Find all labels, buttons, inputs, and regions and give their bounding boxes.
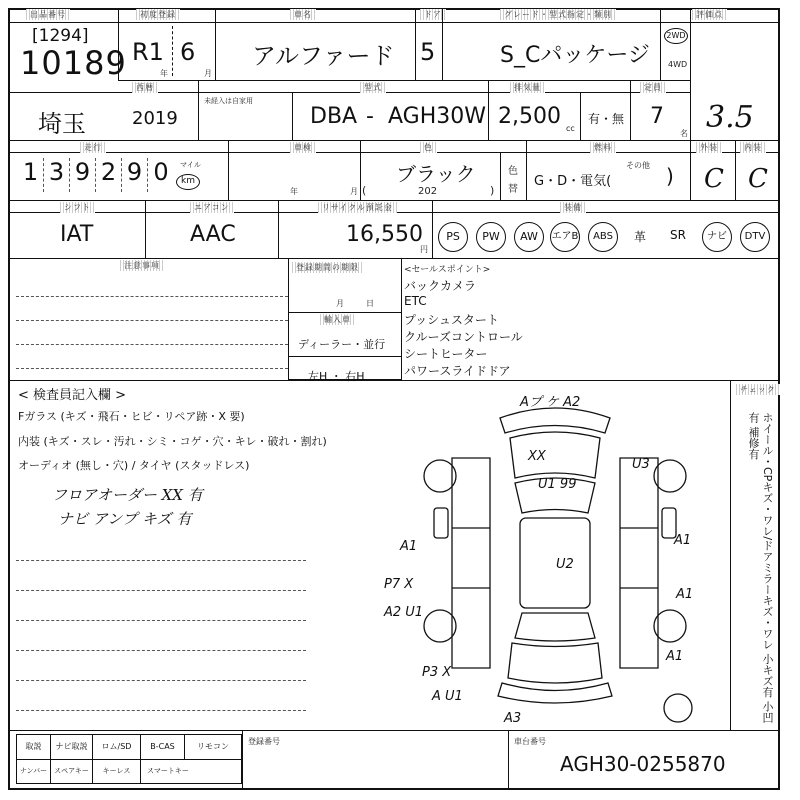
row-divider	[8, 152, 780, 153]
door-count: 5	[420, 38, 436, 66]
check-label: チェック	[736, 384, 780, 395]
col-divider	[198, 80, 199, 140]
displacement-label: 排気量	[510, 82, 545, 93]
col-divider	[660, 8, 661, 80]
ac-label: エアコン	[190, 202, 234, 213]
sales-point: シートヒーター	[404, 347, 488, 361]
fuel-close: )	[666, 164, 674, 188]
drive-4wd: 4WD	[668, 60, 688, 69]
shaken-month-unit: 月	[350, 187, 358, 196]
shift-label: シフト	[60, 202, 95, 213]
accessory-cell: 取説	[17, 735, 51, 759]
damage-mark: U2	[556, 557, 574, 572]
row-divider	[8, 92, 690, 93]
sales-points-label: <セールスポイント>	[404, 265, 491, 275]
equip-navi: ナビ	[702, 222, 732, 252]
note-line	[16, 620, 306, 621]
col-divider	[278, 200, 279, 258]
mileage-digit: 9	[122, 158, 148, 192]
row-divider	[8, 22, 780, 23]
col-divider	[580, 92, 581, 140]
year-month-divider	[172, 26, 173, 76]
col-divider	[690, 140, 691, 200]
col-divider	[145, 200, 146, 258]
car-name: アルファード	[252, 42, 395, 70]
accessory-cell: ナンバー	[17, 760, 51, 784]
lot-number: 10189	[20, 44, 127, 82]
wheel-rear-left	[424, 610, 456, 642]
equip-pw: PW	[476, 222, 506, 252]
era-year: R1	[132, 38, 164, 66]
col-divider	[415, 8, 416, 80]
front-bumper	[500, 408, 610, 433]
fuel-options: G・D・電気(	[534, 174, 612, 189]
mirror-left	[434, 508, 448, 538]
col-divider	[526, 140, 527, 200]
col-divider	[242, 730, 243, 790]
color-label: 色	[420, 142, 437, 153]
wheel-rear-right	[654, 610, 686, 642]
inspector-audio-tire: オーディオ (無し・穴) / タイヤ (スタッドレス)	[18, 459, 250, 472]
col-divider	[630, 80, 631, 140]
col-divider	[500, 152, 501, 200]
accessory-cell: スマートキー	[147, 767, 189, 775]
km-unit-circle: km	[176, 174, 200, 190]
year-unit: 年	[160, 69, 168, 78]
capacity-label: 定員	[640, 82, 666, 93]
damage-mark: A2 U1	[384, 605, 424, 620]
row-divider	[288, 356, 402, 357]
equip-leather: 革	[634, 230, 647, 244]
model-code: AGH30W	[388, 104, 487, 129]
equipment-list	[434, 214, 780, 258]
col-divider	[215, 8, 216, 80]
doors-label: ドア	[420, 9, 446, 20]
car-diagram	[370, 388, 730, 730]
mileage-digit: 0	[153, 158, 169, 186]
cc-unit: cc	[566, 124, 575, 133]
row-divider	[8, 200, 780, 201]
registration-day: 日	[366, 299, 374, 308]
inspector-note-2: ナビ アンプ キズ 有	[58, 510, 192, 528]
lot-bracket: [1294]	[32, 26, 89, 46]
first-reg-month: 6	[180, 38, 196, 66]
damage-mark: XX	[528, 449, 546, 464]
steering-side: 左H ・ 右H	[308, 370, 365, 383]
equip-airbag: エアB	[550, 222, 580, 252]
inspector-title: < 検査員記入欄 >	[18, 388, 127, 403]
col-divider	[432, 200, 433, 258]
recycle-fee: 16,550	[346, 222, 423, 247]
accessory-cell: リモコン	[197, 742, 229, 751]
chassis-number: AGH30-0255870	[560, 752, 726, 776]
wheel-front-right	[654, 460, 686, 492]
col-divider	[228, 140, 229, 200]
damage-mark: A U1	[432, 689, 463, 704]
capacity: 7	[650, 104, 664, 129]
displacement: 2,500	[498, 104, 561, 129]
sales-point: バックカメラ	[404, 279, 477, 293]
rear-hatch	[508, 643, 602, 683]
note-line	[16, 650, 306, 651]
note-line	[16, 320, 288, 321]
inspector-interior: 内装 (キズ・スレ・汚れ・シミ・コゲ・穴・キレ・破れ・割れ)	[18, 435, 327, 448]
lot-number-label: 出品番号	[26, 9, 70, 20]
note-line	[16, 344, 288, 345]
score-handwritten: 3.5	[706, 100, 754, 135]
attention-label: 注意事項	[120, 260, 164, 271]
damage-mark: P3 X	[422, 665, 452, 680]
model-year: 2019	[132, 108, 178, 129]
wheel-front-left	[424, 460, 456, 492]
shaken-label: 車検	[290, 142, 316, 153]
grade-label: グレード・型式指定・類別	[500, 9, 616, 20]
yen-unit: 円	[420, 245, 428, 254]
chassis-label: 車台番号	[514, 737, 546, 746]
mileage-digit: 2	[96, 158, 122, 192]
exterior-grade: C	[704, 164, 724, 194]
grade: S_Cパッケージ	[500, 43, 650, 68]
right-side	[620, 458, 658, 668]
equipment-label: 装備	[560, 202, 586, 213]
note-line	[16, 680, 306, 681]
row-divider	[8, 380, 780, 381]
col-divider	[508, 730, 509, 790]
color-code: 202	[418, 186, 438, 197]
mileage-digits	[18, 158, 178, 192]
fuel-other: その他	[626, 161, 650, 170]
month-unit: 月	[204, 69, 212, 78]
exterior-label: 外装	[696, 142, 722, 153]
note-line	[16, 368, 288, 369]
note-line	[16, 560, 306, 561]
col-divider	[690, 8, 691, 140]
equip-sunroof: SR	[670, 228, 686, 242]
note-line	[16, 710, 306, 711]
accessory-cell: B-CAS	[141, 735, 185, 759]
car-name-label: 車名	[290, 9, 316, 20]
equip-dtv: DTV	[740, 222, 770, 252]
accessory-cell: ナビ取説	[51, 735, 93, 759]
capacity-unit: 名	[680, 129, 688, 138]
accessory-cell: スペアキー	[51, 760, 93, 784]
damage-mark: A1	[674, 533, 692, 548]
mile-unit: マイル	[180, 161, 201, 169]
inspector-note-1: フロアオーダー XX 有	[52, 486, 203, 504]
damage-mark: A3	[504, 711, 522, 726]
row-divider	[8, 730, 780, 731]
col-divider	[488, 80, 489, 140]
model-prefix: DBA	[310, 104, 358, 129]
damage-mark: U3	[632, 457, 650, 472]
row-divider	[288, 312, 402, 313]
mileage-digit: 1	[18, 158, 44, 192]
inspector-windshield: Fガラス (キズ・飛石・ヒビ・リペア跡・X 要)	[18, 410, 245, 423]
self-registration-note: 未経入は自家用	[204, 97, 253, 105]
color-name: ブラック	[396, 162, 476, 186]
sales-point: パワースライドドア	[404, 364, 511, 378]
reg-number-label: 登録番号	[248, 737, 280, 746]
interior-label: 内装	[740, 142, 766, 153]
recycle-label: リサイクル預託金	[318, 202, 397, 213]
shaken-year-unit: 年	[290, 187, 298, 196]
damage-side-note: ホイール・CPキズ・ワレ/ドアミラーキズ・ワレ 小キズ有 小凹有 補修有	[747, 412, 774, 724]
rear-window	[515, 613, 595, 641]
mileage-label: 走行	[80, 142, 106, 153]
damage-mark: A1	[666, 649, 684, 664]
damage-mark: P7 X	[384, 577, 414, 592]
interior-grade: C	[748, 164, 768, 194]
registration-period-label: 登録期間の期限	[292, 262, 363, 273]
sales-point: ETC	[404, 294, 427, 308]
damage-mark: Aプ ケ A2	[520, 395, 581, 410]
col-divider	[360, 140, 361, 200]
accessories-table	[16, 734, 242, 784]
model-label: 型式	[360, 82, 386, 93]
color-change-2: 替	[508, 184, 518, 195]
accessory-cell: ロム/SD	[93, 735, 141, 759]
color-change-1: 色	[508, 166, 518, 177]
equip-ps: PS	[438, 222, 468, 252]
registration-month: 月	[336, 299, 344, 308]
rear-bumper	[498, 683, 612, 703]
left-side	[452, 458, 490, 668]
damage-mark: A1	[400, 539, 418, 554]
spare-tire	[664, 694, 692, 722]
dealer-parallel: ディーラー・並行	[298, 338, 386, 351]
sales-point: クルーズコントロール	[404, 330, 523, 344]
note-line	[16, 296, 288, 297]
ari-nashi: 有・無	[588, 112, 625, 126]
equip-abs: ABS	[588, 222, 618, 252]
mileage-digit: 9	[70, 158, 96, 192]
col-divider	[292, 92, 293, 140]
note-line	[16, 590, 306, 591]
score-label: 評価点	[692, 9, 727, 20]
damage-mark: A1	[676, 587, 694, 602]
roof	[520, 518, 590, 608]
import-label: 輸入車	[320, 314, 355, 325]
col-divider	[735, 140, 736, 200]
sales-point: プッシュスタート	[404, 313, 499, 327]
equip-aw: AW	[514, 222, 544, 252]
hood	[510, 432, 600, 478]
ac-type: AAC	[190, 222, 236, 247]
mileage-digit: 3	[44, 158, 70, 192]
shift-type: IAT	[60, 222, 94, 247]
drive-2wd-circle: 2WD	[664, 28, 688, 44]
row-divider	[118, 80, 690, 81]
fuel-label: 燃料	[590, 142, 616, 153]
row-divider	[8, 140, 780, 141]
year-label: 西暦	[132, 82, 158, 93]
model-dash: -	[366, 104, 374, 129]
col-divider	[442, 8, 443, 80]
col-divider	[730, 380, 731, 730]
accessory-cell: キーレス	[93, 760, 141, 784]
color-paren-open: (	[362, 184, 367, 197]
color-paren-close: )	[490, 184, 495, 197]
damage-mark: U1 99	[538, 477, 577, 492]
first-reg-label: 初度登録	[136, 9, 180, 20]
prefecture-region: 埼玉	[38, 110, 86, 138]
